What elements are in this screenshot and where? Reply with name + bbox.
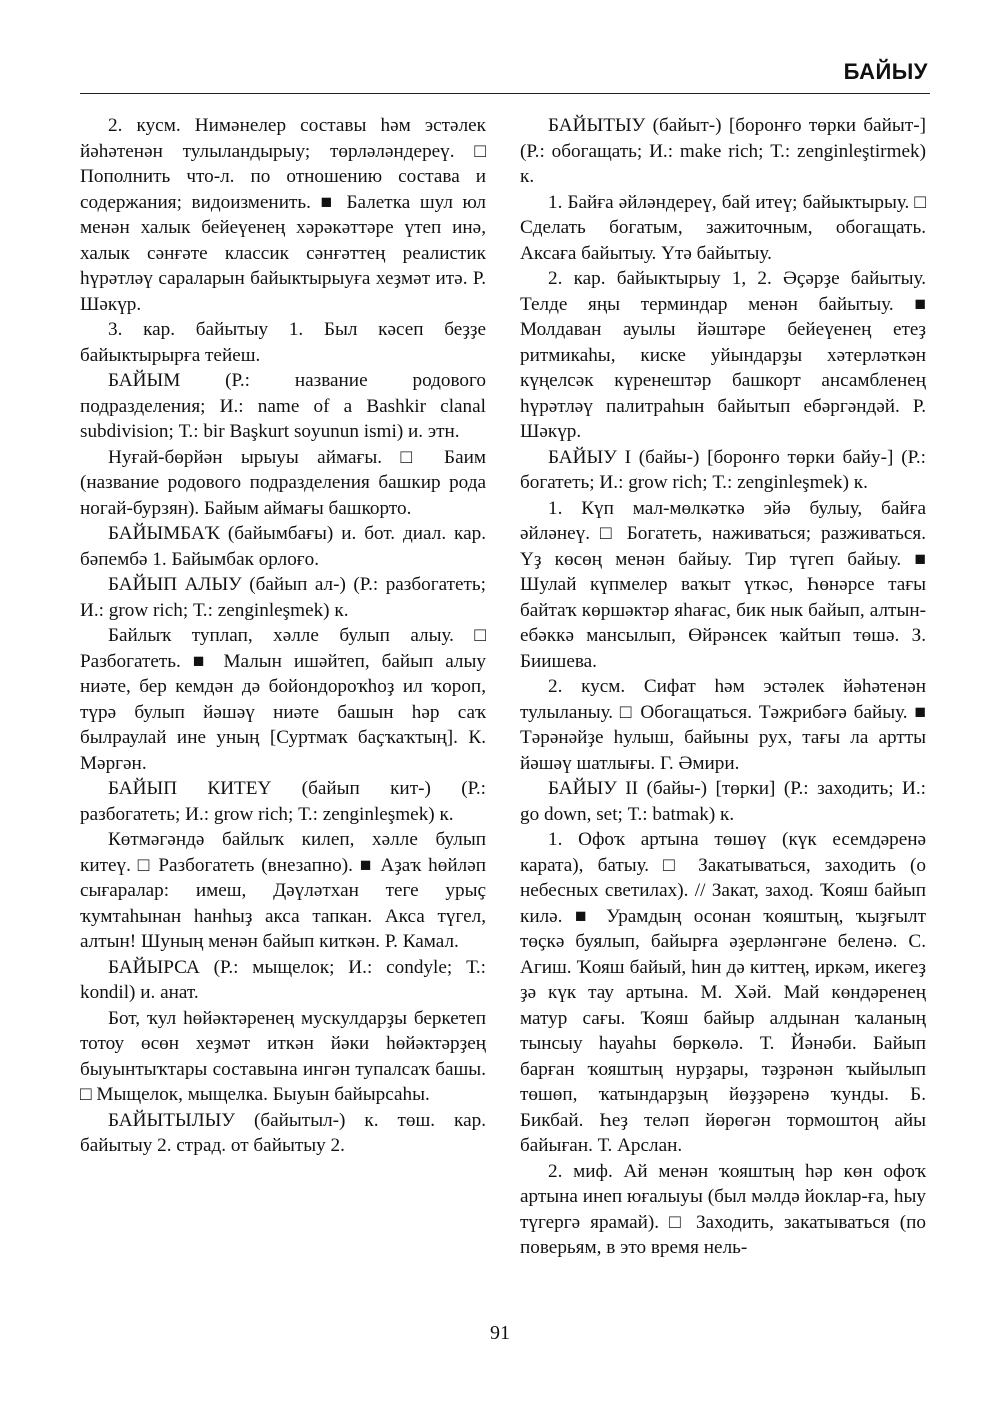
- dictionary-entry: 2. миф. Ай менән ҡояштың һәр көн офоҡ артына инеп юғалыуы (был мәлдә йоклар-ға, һыу түгергә ярамай). □ Заходить, закатываться (по поверьям, в это время нель-: [520, 1160, 926, 1258]
- running-header: [80, 55, 930, 94]
- dictionary-entry: БАЙЫТЫЛЫУ (байытыл-) к. төш. кар. байытыу 2. страд. от байытыу 2.: [80, 1109, 486, 1156]
- dictionary-entry: БАЙЫТЫУ (байыт-) [боронғо төрки байыт-] (Р.: обогащать; И.: make rich; Т.: zenginleştirmek) к.: [520, 115, 926, 187]
- dictionary-entry: Нуғай-бөрйән ырыуы аймағы. □ Баим (название родового подразделения башкир рода ногай-бурзян). Байым аймағы башкорто.: [80, 446, 486, 519]
- dictionary-entry: 2. кусм. Сифат һәм эстәлек йәһәтенән тулыланыу. □ Обогащаться. Тәжрибәгә байыу. ■ Тәрәнәйҙе һулыш, байыны рух, тағы ла артты йәшәү шатлығы. Г. Әмири.: [520, 676, 926, 774]
- dictionary-entry: 3. кар. байытыу 1. Был кәсеп беҙҙе байыктырырға тейеш.: [80, 319, 486, 366]
- dictionary-entry: БАЙЫУ I (байы-) [боронғо төрки байу-] (Р.: богатеть; И.: grow rich; Т.: zenginleşmek) к.: [520, 446, 926, 493]
- dictionary-entry: БАЙЫП АЛЫУ (байып ал-) (Р.: разбогатеть; И.: grow rich; Т.: zenginleşmek) к.: [80, 574, 486, 621]
- dictionary-entry: БАЙЫП КИТЕҮ (байып кит-) (Р.: разбогатеть; И.: grow rich; Т.: zenginleşmek) к.: [80, 778, 486, 825]
- dictionary-entry: БАЙЫМ (Р.: название родового подразделения; И.: name of a Bashkir clanal subdivision; Т.: bir Başkurt soyunun ismi) и. этн.: [80, 370, 486, 442]
- dictionary-entry: Байлыҡ туплап, хәлле булып алыу. □ Разбогатеть. ■ Малын ишәйтеп, байып алыу ниәте, бер кемдән дә бойондороҡһоҙ ил ҡороп, түрә булып йәшәү ниәте башын һәр саҡ былраулай ине уның [Суртмаҡ баҫҡаҡтың]. К. Мәргән.: [80, 625, 486, 774]
- dictionary-entry: 1. Офоҡ артына төшөү (күк есемдәренә карата), батыу. □ Закатываться, заходить (о небесных светилах). // Закат, заход. Ҡояш байып килә. ■ Урамдың осонан ҡояштың, ҡыҙғылт төҫкә буялып, байырға әҙерләнгәне беленә. С. Агиш. Ҡояш байый, һин дә киттең, иркәм, икегеҙ ҙә күк тау артына. М. Хәй. Май көндәренең матур сағы. Ҡояш байыр алдынан ҡаланың тынсыу һауаһы бөркөлә. Т. Йәнәби. Байып барған ҡояштың нурҙары, тәҙрәнән ҡыйылып төшөп, ҡатындарҙың йөҙҙәренә ҡунды. Б. Бикбай. Һеҙ теләп йөрөгән тормоштоң айы байыған. Т. Арслан.: [520, 829, 926, 1156]
- page-number: 91: [490, 1322, 510, 1344]
- dictionary-entry: БАЙЫМБАҠ (байымбағы) и. бот. диал. кар. бәпембә 1. Байымбак орлоғо.: [80, 523, 486, 570]
- dictionary-entry: 2. кар. байыктырыу 1, 2. Әҫәрҙе байытыу. Телде яңы терминдар менән байытыу. ■ Молдаван ауылы йәштәре бейеүенең етеҙ ритмикаһы, киске уйындарҙы хәтерләткән күңелсәк күренештәр башкорт ансамбленең һүрәтләү палитраһын байытып ебәргәндәй. Р. Шәкүр.: [520, 268, 926, 442]
- dictionary-entry: 2. кусм. Нимәнелер составы һәм эстәлек йәһәтенән тулыландырыу; төрләләндереү. □ Пополнить что-л. по отношению состава и содержания; видоизменить. ■ Балетка шул юл менән халык бейеүенең хәрәкәттәре үтеп инә, халык сәнғәте классик сәнғәттең реалистик һүрәтләү сараларын байыктырыуға хеҙмәт итә. Р. Шәкүр.: [80, 115, 486, 315]
- dictionary-entry: БАЙЫРСА (Р.: мыщелок; И.: condyle; Т.: kondil) и. анат.: [80, 956, 486, 1003]
- dictionary-entry: Көтмәгәндә байлыҡ килеп, хәлле булып китеү. □ Разбогатеть (внезапно). ■ Аҙаҡ һөйләп сығаралар: имеш, Дәүләтхан теге урыҫ ҡумтаһынан һанһыҙ акса тапкан. Акса түгел, алтын! Шуның менән байып киткән. Р. Камал.: [80, 829, 486, 952]
- dictionary-entry: Бот, ҡул һөйәктәренең мускулдарҙы беркетеп тотоу өсөн хеҙмәт иткән йәки һөйәктәрҙең быуынтыҡтары составына ингән тупалсаҡ башы. □ Мыщелок, мыщелка. Быуын байырсаһы.: [80, 1007, 486, 1105]
- dictionary-entry: БАЙЫУ II (байы-) [төрки] (Р.: заходить; И.: go down, set; Т.: batmak) к.: [520, 778, 926, 825]
- header-title: БАЙЫУ: [843, 59, 928, 84]
- dictionary-entry: 1. Байға әйләндереү, бай итеү; байыктырыу. □ Сделать богатым, зажиточным, обогащать. Аксаға байытыу. Үтә байытыу.: [520, 191, 926, 264]
- right-column: [520, 113, 926, 1261]
- dictionary-entry: 1. Күп мал-мөлкәткә эйә булыу, байға әйләнеү. □ Богатеть, наживаться; разживаться. Үҙ көсөң менән байыу. Тир түгеп байыу. ■ Шулай күпмелер ваҡыт үткәс, Һөнәрсе тағы байтаҡ көршәктәр яһағас, бик нык байып, алтын-ебәккә мансылып, Өйрәнсек ҡайтып төшә. З. Биишева.: [520, 497, 926, 672]
- left-column: [80, 113, 486, 1159]
